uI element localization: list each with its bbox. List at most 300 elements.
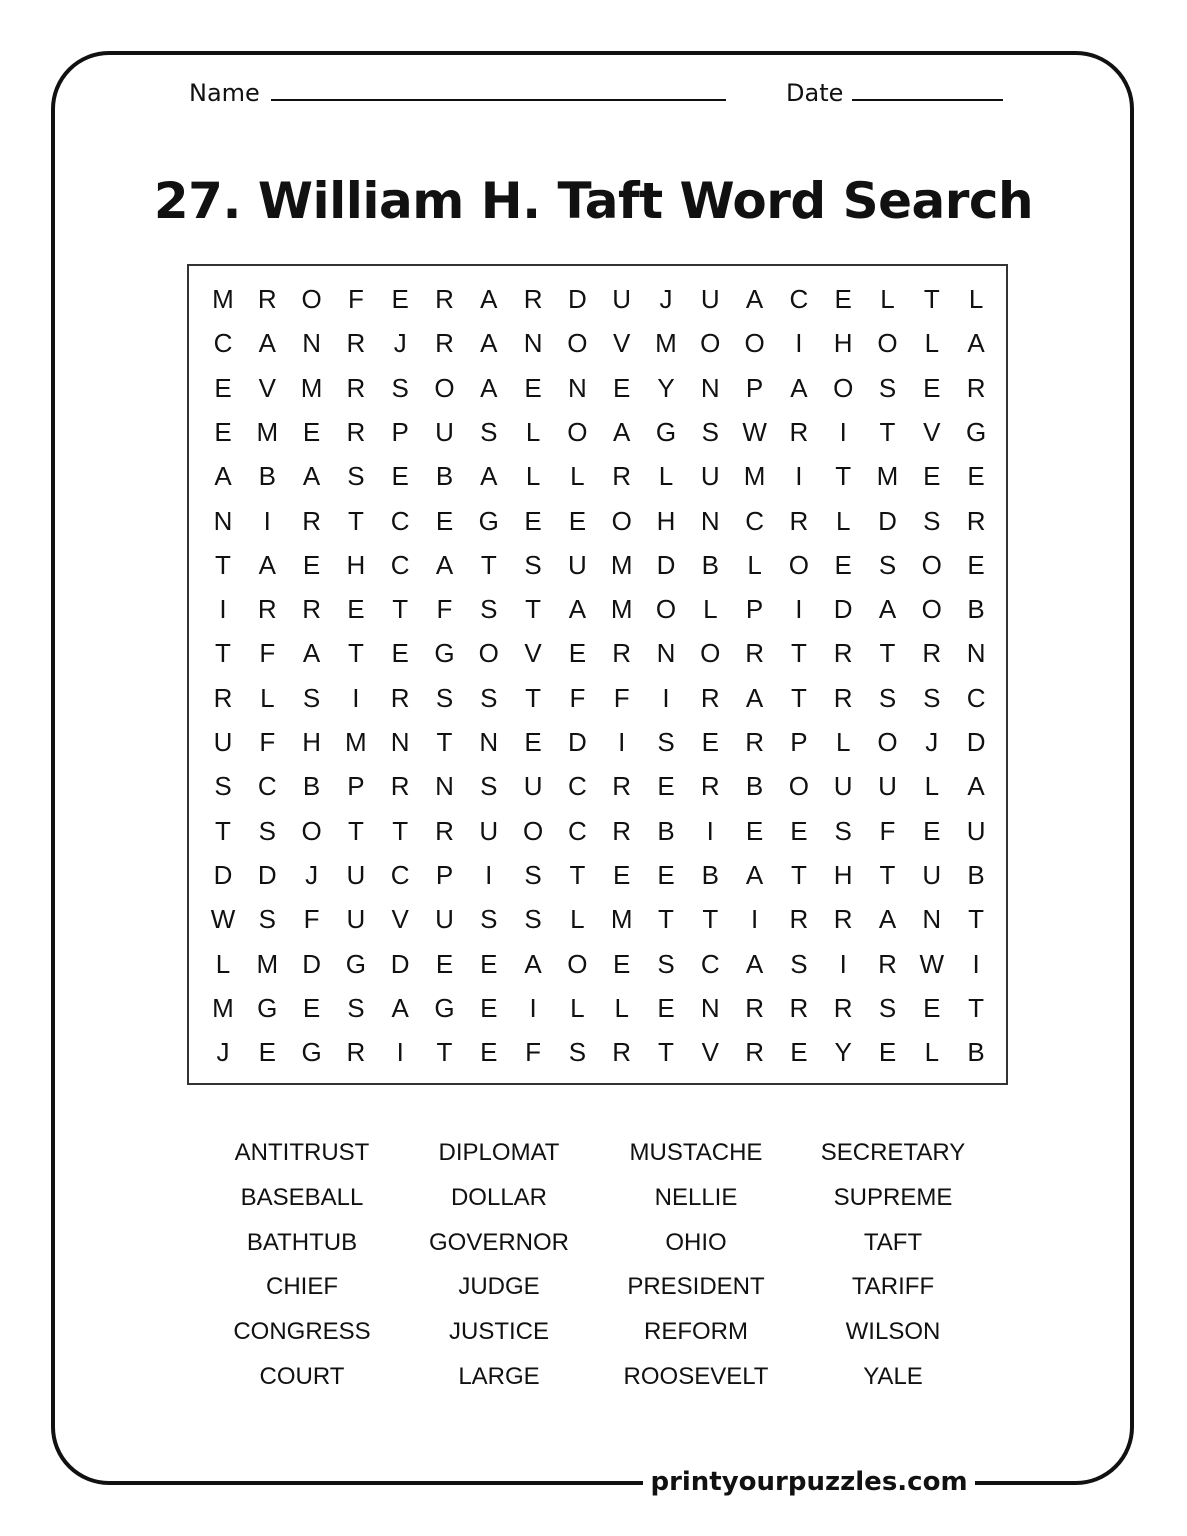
- grid-cell[interactable]: G: [478, 505, 499, 536]
- grid-cell[interactable]: R: [922, 638, 942, 669]
- grid-cell[interactable]: E: [923, 372, 941, 403]
- grid-cell[interactable]: W: [742, 416, 767, 447]
- grid-cell[interactable]: P: [745, 594, 764, 625]
- grid-cell[interactable]: F: [569, 682, 586, 713]
- grid-cell[interactable]: L: [703, 594, 718, 625]
- grid-cell[interactable]: T: [702, 904, 719, 935]
- grid-cell[interactable]: R: [745, 992, 764, 1023]
- grid-cell[interactable]: E: [480, 948, 498, 979]
- grid-cell[interactable]: T: [835, 461, 852, 492]
- grid-cell[interactable]: B: [657, 815, 675, 846]
- grid-cell[interactable]: T: [790, 682, 807, 713]
- grid-cell[interactable]: O: [611, 505, 632, 536]
- grid-cell[interactable]: L: [968, 284, 984, 314]
- grid-cell[interactable]: E: [613, 948, 631, 979]
- grid-cell[interactable]: R: [833, 992, 853, 1023]
- grid-cell[interactable]: D: [213, 859, 233, 890]
- date-field[interactable]: [852, 99, 1003, 101]
- grid-cell[interactable]: R: [833, 638, 853, 669]
- grid-cell[interactable]: E: [657, 859, 675, 890]
- grid-cell[interactable]: R: [612, 771, 632, 802]
- grid-cell[interactable]: T: [790, 638, 807, 669]
- grid-cell[interactable]: L: [835, 727, 851, 757]
- grid-cell[interactable]: E: [524, 505, 542, 536]
- grid-cell[interactable]: N: [435, 771, 454, 802]
- grid-cell[interactable]: E: [391, 284, 409, 314]
- grid-cell[interactable]: N: [700, 505, 720, 536]
- grid-cell[interactable]: E: [568, 638, 587, 669]
- grid-cell[interactable]: A: [568, 594, 587, 625]
- grid-cell[interactable]: U: [213, 727, 233, 757]
- grid-cell[interactable]: E: [480, 1037, 498, 1068]
- grid-cell[interactable]: T: [525, 594, 542, 625]
- grid-cell[interactable]: D: [656, 549, 676, 580]
- grid-cell[interactable]: I: [795, 328, 803, 359]
- grid-cell[interactable]: E: [568, 505, 587, 536]
- grid-cell[interactable]: H: [833, 328, 853, 359]
- grid-cell[interactable]: E: [834, 549, 852, 580]
- grid-cell[interactable]: N: [479, 727, 499, 757]
- grid-cell[interactable]: E: [967, 461, 985, 492]
- grid-cell[interactable]: R: [390, 682, 410, 713]
- grid-cell[interactable]: D: [568, 727, 587, 757]
- grid-cell[interactable]: S: [568, 1037, 587, 1068]
- grid-cell[interactable]: U: [922, 859, 942, 890]
- grid-cell[interactable]: L: [924, 771, 940, 802]
- grid-cell[interactable]: R: [745, 727, 764, 757]
- grid-cell[interactable]: R: [302, 594, 321, 625]
- grid-cell[interactable]: A: [480, 461, 498, 492]
- grid-cell[interactable]: E: [878, 1037, 897, 1068]
- grid-cell[interactable]: E: [745, 815, 764, 846]
- grid-cell[interactable]: M: [256, 948, 279, 979]
- grid-cell[interactable]: R: [789, 505, 809, 536]
- grid-cell[interactable]: N: [700, 992, 720, 1023]
- grid-cell[interactable]: H: [656, 505, 676, 536]
- grid-cell[interactable]: C: [789, 284, 809, 314]
- grid-cell[interactable]: R: [346, 372, 366, 403]
- grid-cell[interactable]: I: [662, 682, 670, 713]
- grid-cell[interactable]: L: [747, 549, 762, 580]
- grid-cell[interactable]: E: [347, 594, 365, 625]
- grid-cell[interactable]: P: [391, 416, 409, 447]
- grid-cell[interactable]: S: [790, 948, 808, 979]
- grid-cell[interactable]: L: [570, 461, 585, 492]
- grid-cell[interactable]: E: [480, 992, 498, 1023]
- grid-cell[interactable]: V: [701, 1037, 719, 1068]
- grid-cell[interactable]: O: [700, 328, 721, 359]
- grid-cell[interactable]: S: [701, 416, 719, 447]
- grid-cell[interactable]: G: [434, 638, 455, 669]
- grid-cell[interactable]: T: [436, 727, 453, 757]
- grid-cell[interactable]: C: [568, 771, 587, 802]
- grid-cell[interactable]: S: [878, 992, 897, 1023]
- grid-cell[interactable]: L: [924, 328, 940, 359]
- grid-cell[interactable]: A: [967, 328, 985, 359]
- grid-cell[interactable]: M: [610, 549, 633, 580]
- grid-cell[interactable]: V: [923, 416, 941, 447]
- grid-cell[interactable]: S: [878, 549, 897, 580]
- grid-cell[interactable]: D: [390, 948, 410, 979]
- grid-cell[interactable]: I: [618, 727, 626, 757]
- grid-cell[interactable]: A: [214, 461, 232, 492]
- grid-cell[interactable]: I: [219, 594, 227, 625]
- grid-cell[interactable]: M: [300, 372, 323, 403]
- grid-cell[interactable]: R: [302, 505, 321, 536]
- grid-cell[interactable]: B: [701, 549, 719, 580]
- grid-cell[interactable]: S: [657, 948, 675, 979]
- grid-cell[interactable]: B: [258, 461, 276, 492]
- grid-cell[interactable]: A: [480, 372, 498, 403]
- grid-cell[interactable]: S: [258, 815, 276, 846]
- grid-cell[interactable]: L: [525, 416, 541, 447]
- grid-cell[interactable]: N: [700, 372, 720, 403]
- grid-cell[interactable]: R: [435, 815, 454, 846]
- grid-cell[interactable]: R: [346, 328, 366, 359]
- grid-cell[interactable]: C: [745, 505, 764, 536]
- grid-cell[interactable]: R: [435, 284, 454, 314]
- grid-cell[interactable]: I: [795, 461, 803, 492]
- grid-cell[interactable]: T: [215, 638, 231, 669]
- grid-cell[interactable]: V: [613, 328, 631, 359]
- grid-cell[interactable]: I: [706, 815, 714, 846]
- grid-cell[interactable]: A: [613, 416, 631, 447]
- grid-cell[interactable]: E: [923, 815, 941, 846]
- grid-cell[interactable]: B: [967, 1037, 985, 1068]
- grid-cell[interactable]: A: [745, 682, 764, 713]
- grid-cell[interactable]: T: [480, 549, 497, 580]
- grid-cell[interactable]: E: [214, 416, 232, 447]
- grid-cell[interactable]: P: [347, 771, 365, 802]
- grid-cell[interactable]: E: [524, 372, 542, 403]
- grid-cell[interactable]: R: [213, 682, 233, 713]
- grid-cell[interactable]: G: [301, 1037, 322, 1068]
- grid-cell[interactable]: M: [345, 727, 367, 757]
- grid-cell[interactable]: R: [612, 461, 632, 492]
- grid-cell[interactable]: O: [788, 549, 809, 580]
- grid-cell[interactable]: R: [966, 505, 986, 536]
- grid-cell[interactable]: U: [568, 549, 587, 580]
- grid-cell[interactable]: A: [258, 328, 276, 359]
- grid-cell[interactable]: S: [480, 904, 498, 935]
- grid-cell[interactable]: R: [612, 815, 632, 846]
- grid-cell[interactable]: N: [390, 727, 410, 757]
- grid-cell[interactable]: M: [212, 992, 234, 1023]
- grid-cell[interactable]: I: [972, 948, 980, 979]
- grid-cell[interactable]: A: [878, 904, 897, 935]
- grid-cell[interactable]: A: [258, 549, 276, 580]
- grid-cell[interactable]: E: [435, 948, 454, 979]
- grid-cell[interactable]: G: [434, 992, 455, 1023]
- grid-cell[interactable]: L: [570, 904, 585, 935]
- grid-cell[interactable]: A: [480, 328, 498, 359]
- grid-cell[interactable]: U: [435, 416, 454, 447]
- grid-cell[interactable]: S: [923, 682, 941, 713]
- grid-cell[interactable]: S: [480, 416, 498, 447]
- grid-cell[interactable]: U: [346, 859, 366, 890]
- grid-cell[interactable]: H: [346, 549, 366, 580]
- grid-cell[interactable]: S: [657, 727, 675, 757]
- grid-cell[interactable]: O: [921, 594, 942, 625]
- grid-cell[interactable]: I: [396, 1037, 404, 1068]
- grid-cell[interactable]: M: [876, 461, 899, 492]
- grid-cell[interactable]: R: [789, 416, 809, 447]
- grid-cell[interactable]: U: [346, 904, 366, 935]
- grid-cell[interactable]: D: [966, 727, 986, 757]
- grid-cell[interactable]: T: [215, 815, 231, 846]
- grid-cell[interactable]: S: [834, 815, 852, 846]
- grid-cell[interactable]: S: [524, 549, 542, 580]
- grid-cell[interactable]: O: [921, 549, 942, 580]
- grid-cell[interactable]: R: [745, 1037, 764, 1068]
- grid-cell[interactable]: G: [655, 416, 677, 447]
- grid-cell[interactable]: A: [435, 549, 454, 580]
- grid-cell[interactable]: O: [788, 771, 809, 802]
- grid-cell[interactable]: T: [968, 904, 985, 935]
- grid-cell[interactable]: S: [214, 771, 232, 802]
- grid-cell[interactable]: S: [258, 904, 276, 935]
- grid-cell[interactable]: W: [210, 904, 236, 935]
- grid-cell[interactable]: R: [789, 904, 809, 935]
- grid-cell[interactable]: C: [390, 505, 410, 536]
- grid-cell[interactable]: T: [347, 815, 364, 846]
- grid-cell[interactable]: O: [567, 328, 588, 359]
- grid-cell[interactable]: P: [790, 727, 808, 757]
- grid-cell[interactable]: U: [700, 284, 720, 314]
- grid-cell[interactable]: A: [745, 948, 764, 979]
- grid-cell[interactable]: I: [795, 594, 803, 625]
- grid-cell[interactable]: R: [612, 1037, 632, 1068]
- grid-cell[interactable]: L: [880, 284, 895, 314]
- grid-cell[interactable]: E: [834, 284, 852, 314]
- grid-cell[interactable]: D: [833, 594, 853, 625]
- grid-cell[interactable]: T: [436, 1037, 453, 1068]
- grid-cell[interactable]: H: [302, 727, 321, 757]
- grid-cell[interactable]: O: [567, 948, 588, 979]
- grid-cell[interactable]: I: [352, 682, 360, 713]
- grid-cell[interactable]: T: [658, 1037, 674, 1068]
- grid-cell[interactable]: R: [833, 904, 853, 935]
- grid-cell[interactable]: U: [966, 815, 986, 846]
- grid-cell[interactable]: D: [568, 284, 587, 314]
- grid-cell[interactable]: O: [478, 638, 499, 669]
- grid-cell[interactable]: E: [391, 461, 409, 492]
- grid-cell[interactable]: R: [390, 771, 410, 802]
- grid-cell[interactable]: T: [525, 682, 542, 713]
- grid-cell[interactable]: R: [346, 1037, 366, 1068]
- grid-cell[interactable]: S: [347, 992, 365, 1023]
- grid-cell[interactable]: S: [923, 505, 941, 536]
- grid-cell[interactable]: T: [879, 859, 896, 890]
- grid-cell[interactable]: C: [568, 815, 587, 846]
- grid-cell[interactable]: A: [790, 372, 808, 403]
- grid-cell[interactable]: E: [435, 505, 454, 536]
- grid-cell[interactable]: O: [833, 372, 854, 403]
- grid-cell[interactable]: Y: [834, 1037, 852, 1068]
- grid-cell[interactable]: C: [257, 771, 277, 802]
- grid-cell[interactable]: R: [257, 284, 277, 314]
- letter-grid[interactable]: [187, 264, 1008, 1085]
- grid-cell[interactable]: A: [302, 461, 321, 492]
- grid-cell[interactable]: O: [434, 372, 455, 403]
- grid-cell[interactable]: V: [258, 372, 276, 403]
- grid-cell[interactable]: R: [435, 328, 454, 359]
- grid-cell[interactable]: T: [215, 549, 231, 580]
- grid-cell[interactable]: E: [613, 372, 631, 403]
- grid-cell[interactable]: I: [529, 992, 537, 1023]
- grid-cell[interactable]: L: [570, 992, 585, 1023]
- grid-cell[interactable]: E: [701, 727, 719, 757]
- grid-cell[interactable]: B: [435, 461, 454, 492]
- grid-cell[interactable]: R: [745, 638, 764, 669]
- grid-cell[interactable]: R: [966, 372, 986, 403]
- grid-cell[interactable]: G: [345, 948, 366, 979]
- grid-cell[interactable]: T: [790, 859, 807, 890]
- grid-cell[interactable]: E: [258, 1037, 276, 1068]
- grid-cell[interactable]: O: [700, 638, 721, 669]
- grid-cell[interactable]: E: [923, 992, 941, 1023]
- grid-cell[interactable]: I: [750, 904, 759, 935]
- grid-cell[interactable]: A: [745, 859, 764, 890]
- grid-cell[interactable]: T: [347, 638, 364, 669]
- grid-cell[interactable]: Y: [657, 372, 675, 403]
- grid-cell[interactable]: F: [259, 638, 276, 669]
- grid-cell[interactable]: A: [745, 284, 764, 314]
- grid-cell[interactable]: U: [523, 771, 543, 802]
- grid-cell[interactable]: D: [878, 505, 897, 536]
- grid-cell[interactable]: T: [879, 638, 896, 669]
- grid-cell[interactable]: T: [879, 416, 896, 447]
- grid-cell[interactable]: F: [259, 727, 276, 757]
- grid-cell[interactable]: O: [522, 815, 544, 846]
- grid-cell[interactable]: T: [923, 284, 940, 314]
- grid-cell[interactable]: E: [214, 372, 232, 403]
- grid-cell[interactable]: P: [435, 859, 454, 890]
- grid-cell[interactable]: J: [659, 284, 673, 314]
- grid-cell[interactable]: T: [569, 859, 586, 890]
- grid-cell[interactable]: R: [700, 682, 720, 713]
- grid-cell[interactable]: F: [879, 815, 896, 846]
- grid-cell[interactable]: S: [391, 372, 409, 403]
- grid-cell[interactable]: O: [744, 328, 765, 359]
- grid-cell[interactable]: B: [745, 771, 764, 802]
- grid-cell[interactable]: F: [303, 904, 320, 935]
- grid-cell[interactable]: F: [613, 682, 630, 713]
- grid-cell[interactable]: J: [216, 1037, 230, 1068]
- grid-cell[interactable]: N: [523, 328, 543, 359]
- grid-cell[interactable]: H: [833, 859, 853, 890]
- grid-cell[interactable]: E: [302, 416, 321, 447]
- grid-cell[interactable]: T: [392, 594, 409, 625]
- grid-cell[interactable]: T: [392, 815, 409, 846]
- grid-cell[interactable]: S: [480, 771, 498, 802]
- grid-cell[interactable]: S: [480, 594, 498, 625]
- grid-cell[interactable]: L: [658, 461, 674, 492]
- grid-cell[interactable]: T: [658, 904, 674, 935]
- grid-cell[interactable]: R: [257, 594, 277, 625]
- grid-cell[interactable]: E: [657, 992, 675, 1023]
- grid-cell[interactable]: L: [260, 682, 275, 713]
- grid-cell[interactable]: U: [479, 815, 499, 846]
- grid-cell[interactable]: W: [919, 948, 945, 979]
- grid-cell[interactable]: A: [391, 992, 409, 1023]
- grid-cell[interactable]: R: [789, 992, 809, 1023]
- grid-cell[interactable]: S: [347, 461, 365, 492]
- grid-cell[interactable]: E: [524, 727, 542, 757]
- grid-cell[interactable]: R: [346, 416, 366, 447]
- grid-cell[interactable]: C: [390, 859, 410, 890]
- grid-cell[interactable]: J: [305, 859, 319, 890]
- grid-cell[interactable]: C: [390, 549, 410, 580]
- grid-cell[interactable]: I: [263, 505, 271, 536]
- grid-cell[interactable]: S: [524, 859, 542, 890]
- grid-cell[interactable]: A: [524, 948, 542, 979]
- name-field[interactable]: [271, 99, 726, 101]
- grid-cell[interactable]: L: [525, 461, 541, 492]
- grid-cell[interactable]: A: [480, 284, 498, 314]
- grid-cell[interactable]: N: [568, 372, 587, 403]
- grid-cell[interactable]: E: [790, 1037, 808, 1068]
- grid-cell[interactable]: I: [839, 416, 847, 447]
- grid-cell[interactable]: A: [302, 638, 321, 669]
- grid-cell[interactable]: M: [743, 461, 766, 492]
- grid-cell[interactable]: P: [745, 372, 764, 403]
- grid-cell[interactable]: B: [967, 859, 985, 890]
- grid-cell[interactable]: E: [967, 549, 985, 580]
- grid-cell[interactable]: T: [968, 992, 985, 1023]
- grid-cell[interactable]: E: [790, 815, 808, 846]
- grid-cell[interactable]: E: [302, 549, 321, 580]
- grid-cell[interactable]: N: [966, 638, 986, 669]
- grid-cell[interactable]: L: [215, 948, 231, 979]
- grid-cell[interactable]: N: [922, 904, 942, 935]
- grid-cell[interactable]: U: [612, 284, 632, 314]
- grid-cell[interactable]: O: [655, 594, 677, 625]
- grid-cell[interactable]: I: [485, 859, 493, 890]
- grid-cell[interactable]: N: [302, 328, 321, 359]
- grid-cell[interactable]: C: [966, 682, 986, 713]
- grid-cell[interactable]: B: [302, 771, 321, 802]
- grid-cell[interactable]: E: [923, 461, 941, 492]
- grid-cell[interactable]: O: [567, 416, 588, 447]
- grid-cell[interactable]: V: [524, 638, 542, 669]
- grid-cell[interactable]: M: [610, 594, 633, 625]
- grid-cell[interactable]: F: [347, 284, 364, 314]
- grid-cell[interactable]: R: [700, 771, 720, 802]
- grid-cell[interactable]: U: [700, 461, 720, 492]
- grid-cell[interactable]: O: [877, 328, 898, 359]
- grid-cell[interactable]: A: [967, 771, 985, 802]
- grid-cell[interactable]: V: [391, 904, 409, 935]
- grid-cell[interactable]: E: [613, 859, 631, 890]
- grid-cell[interactable]: M: [212, 284, 234, 314]
- grid-cell[interactable]: C: [213, 328, 233, 359]
- grid-cell[interactable]: F: [525, 1037, 542, 1068]
- grid-cell[interactable]: O: [877, 727, 898, 757]
- grid-cell[interactable]: E: [657, 771, 675, 802]
- grid-cell[interactable]: I: [839, 948, 847, 979]
- grid-cell[interactable]: M: [256, 416, 279, 447]
- grid-cell[interactable]: O: [301, 284, 322, 314]
- grid-cell[interactable]: L: [614, 992, 629, 1023]
- grid-cell[interactable]: B: [701, 859, 719, 890]
- grid-cell[interactable]: R: [833, 682, 853, 713]
- grid-cell[interactable]: E: [302, 992, 321, 1023]
- grid-cell[interactable]: D: [257, 859, 277, 890]
- grid-cell[interactable]: R: [878, 948, 897, 979]
- grid-cell[interactable]: S: [435, 682, 454, 713]
- grid-cell[interactable]: S: [480, 682, 498, 713]
